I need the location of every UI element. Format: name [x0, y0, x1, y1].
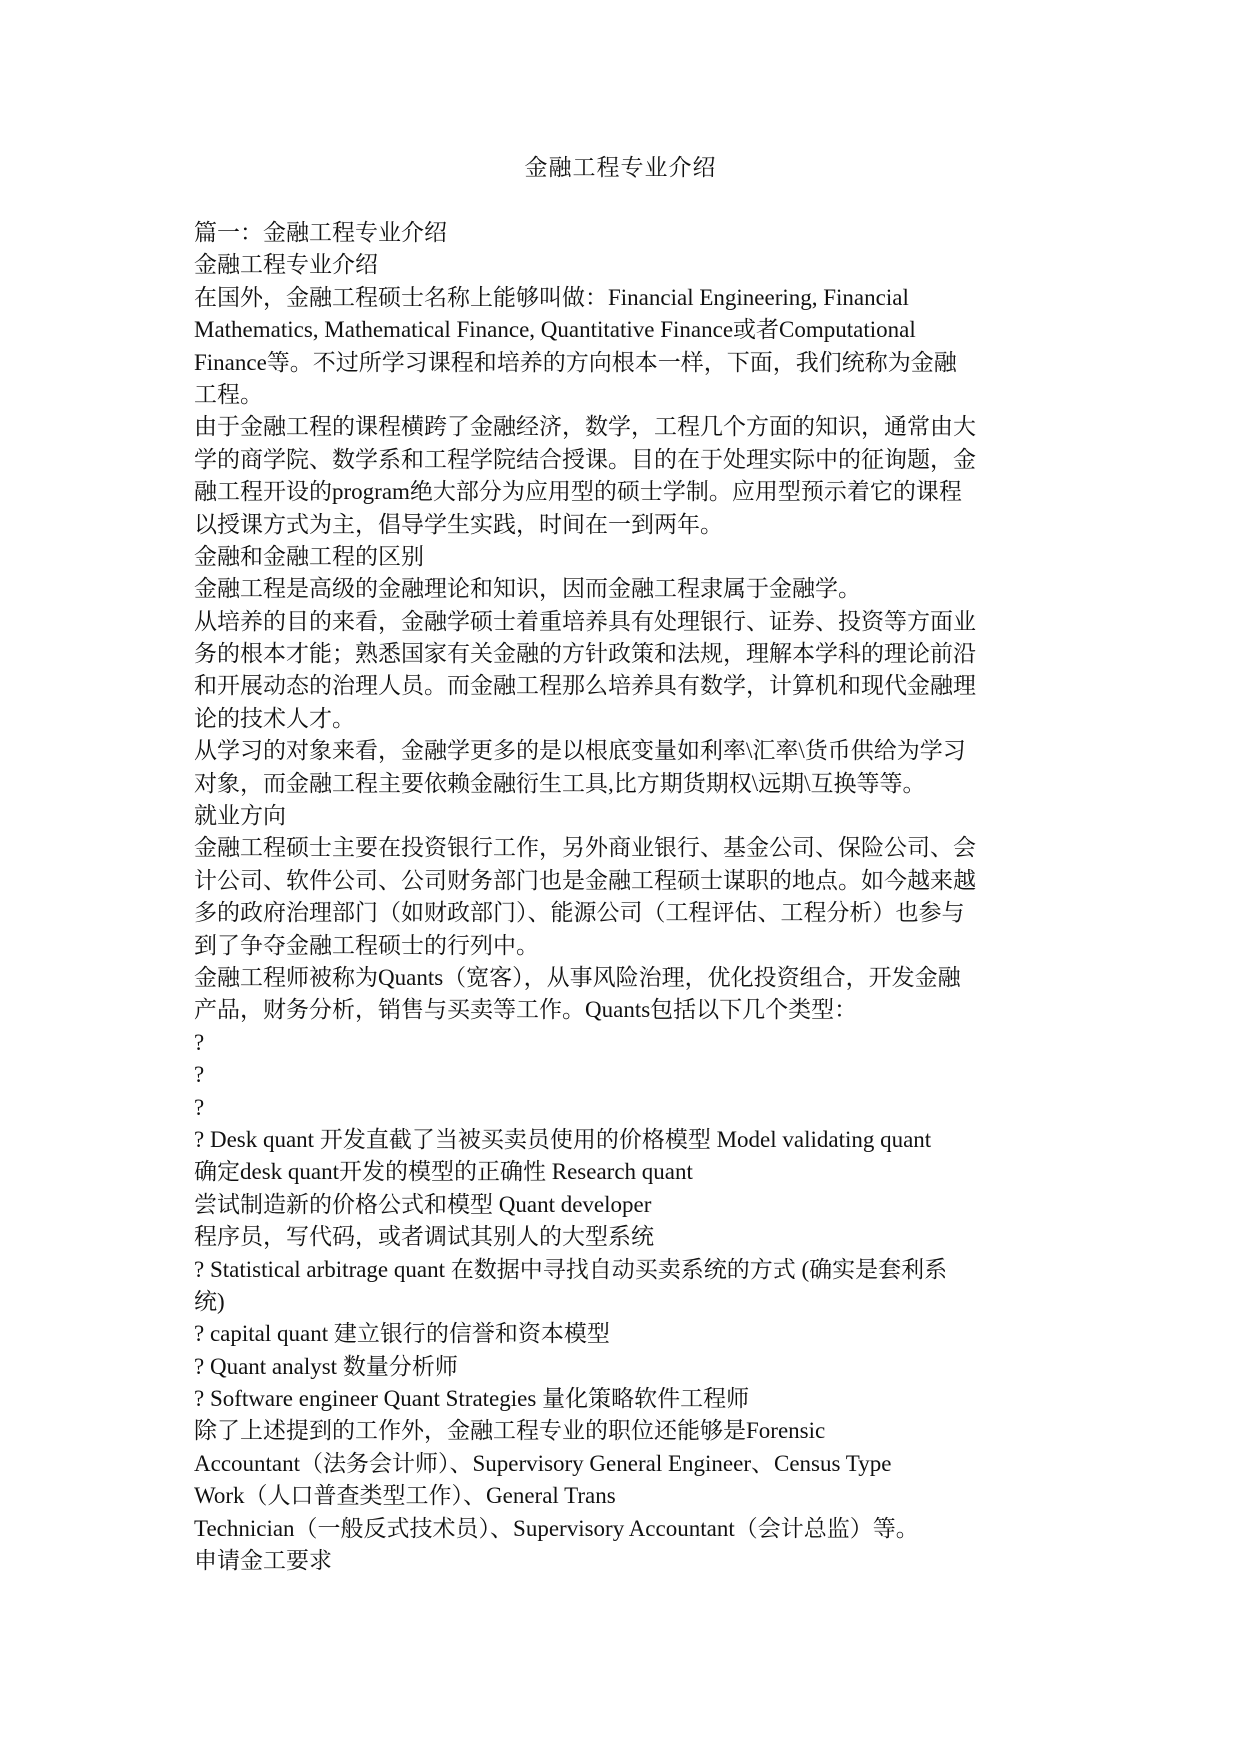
text-line: 金融工程是高级的金融理论和知识，因而金融工程隶属于金融学。	[194, 576, 861, 602]
text-line: 从培养的目的来看，金融学硕士着重培养具有处理银行、证券、投资等方面业	[194, 608, 976, 634]
text-line: 和开展动态的治理人员。而金融工程那么培养具有数学，计算机和现代金融理	[194, 673, 976, 699]
text-line: 多的政府治理部门（如财政部门）、能源公司（工程评估、工程分析）也参与	[194, 900, 965, 926]
text-line: ? Statistical arbitrage quant 在数据中寻找自动买卖系统的方式 (确实是套利系	[194, 1256, 948, 1282]
text-line: 除了上述提到的工作外，金融工程专业的职位还能够是Forensic	[194, 1418, 826, 1444]
document-body	[194, 217, 1064, 1577]
text-line: ? Software engineer Quant Strategies 量化策略软件工程师	[194, 1386, 750, 1412]
text-line: Work（人口普查类型工作）、General Trans	[194, 1483, 616, 1509]
text-line: ? Quant analyst 数量分析师	[194, 1353, 458, 1379]
text-line: 金融工程专业介绍	[194, 252, 378, 278]
text-line: 由于金融工程的课程横跨了金融经济，数学，工程几个方面的知识，通常由大	[194, 414, 976, 440]
text-line: ?	[194, 1062, 205, 1088]
text-line: 就业方向	[194, 803, 286, 829]
text-line: 统)	[194, 1288, 225, 1314]
text-line: 金融工程硕士主要在投资银行工作，另外商业银行、基金公司、保险公司、会	[194, 835, 976, 861]
text-line: 论的技术人才。	[194, 705, 355, 731]
text-line: ? capital quant 建立银行的信誉和资本模型	[194, 1321, 610, 1347]
text-line: 对象，而金融工程主要依赖金融衍生工具,比方期货期权\远期\互换等等。	[194, 770, 926, 796]
text-line: 金融工程师被称为Quants（宽客），从事风险治理，优化投资组合，开发金融	[194, 964, 961, 990]
text-line: 到了争夺金融工程硕士的行列中。	[194, 932, 539, 958]
text-line: Technician（一般反式技术员）、Supervisory Accountant（会计总监）等。	[194, 1515, 919, 1541]
text-line: 篇一：金融工程专业介绍	[194, 220, 447, 245]
text-line: 产品，财务分析，销售与买卖等工作。Quants包括以下几个类型：	[194, 997, 858, 1023]
text-line: Mathematics, Mathematical Finance, Quantitative Finance或者Computational	[194, 317, 916, 343]
text-line: 申请金工要求	[194, 1548, 332, 1574]
text-line: ?	[194, 1029, 205, 1055]
text-line: 计公司、软件公司、公司财务部门也是金融工程硕士谋职的地点。如今越来越	[194, 867, 976, 893]
text-line: 以授课方式为主，倡导学生实践，时间在一到两年。	[194, 511, 723, 537]
text-line: 确定desk quant开发的模型的正确性 Research quant	[194, 1159, 693, 1185]
text-line: 融工程开设的program绝大部分为应用型的硕士学制。应用型预示着它的课程	[194, 479, 962, 505]
document-title: 金融工程专业介绍	[524, 155, 717, 180]
text-line: 尝试制造新的价格公式和模型 Quant developer	[194, 1191, 652, 1217]
text-line: 在国外，金融工程硕士名称上能够叫做：Financial Engineering, Financial	[194, 284, 909, 310]
text-line: 工程。	[194, 381, 263, 407]
text-line: 金融和金融工程的区别	[194, 543, 424, 569]
text-line: 学的商学院、数学系和工程学院结合授课。目的在于处理实际中的征询题，金	[194, 446, 976, 472]
text-line: ?	[194, 1094, 205, 1120]
text-line: ? Desk quant 开发直截了当被买卖员使用的价格模型 Model validating quant	[194, 1126, 932, 1152]
text-line: Finance等。不过所学习课程和培养的方向根本一样，下面，我们统称为金融	[194, 349, 957, 375]
text-line: 从学习的对象来看，金融学更多的是以根底变量如利率\汇率\货币供给为学习	[194, 738, 966, 764]
text-line: 程序员，写代码，或者调试其别人的大型系统	[194, 1224, 654, 1250]
text-line: Accountant（法务会计师）、Supervisory General Engineer、Census Type	[194, 1450, 892, 1476]
text-line: 务的根本才能；熟悉国家有关金融的方针政策和法规，理解本学科的理论前沿	[194, 641, 976, 667]
